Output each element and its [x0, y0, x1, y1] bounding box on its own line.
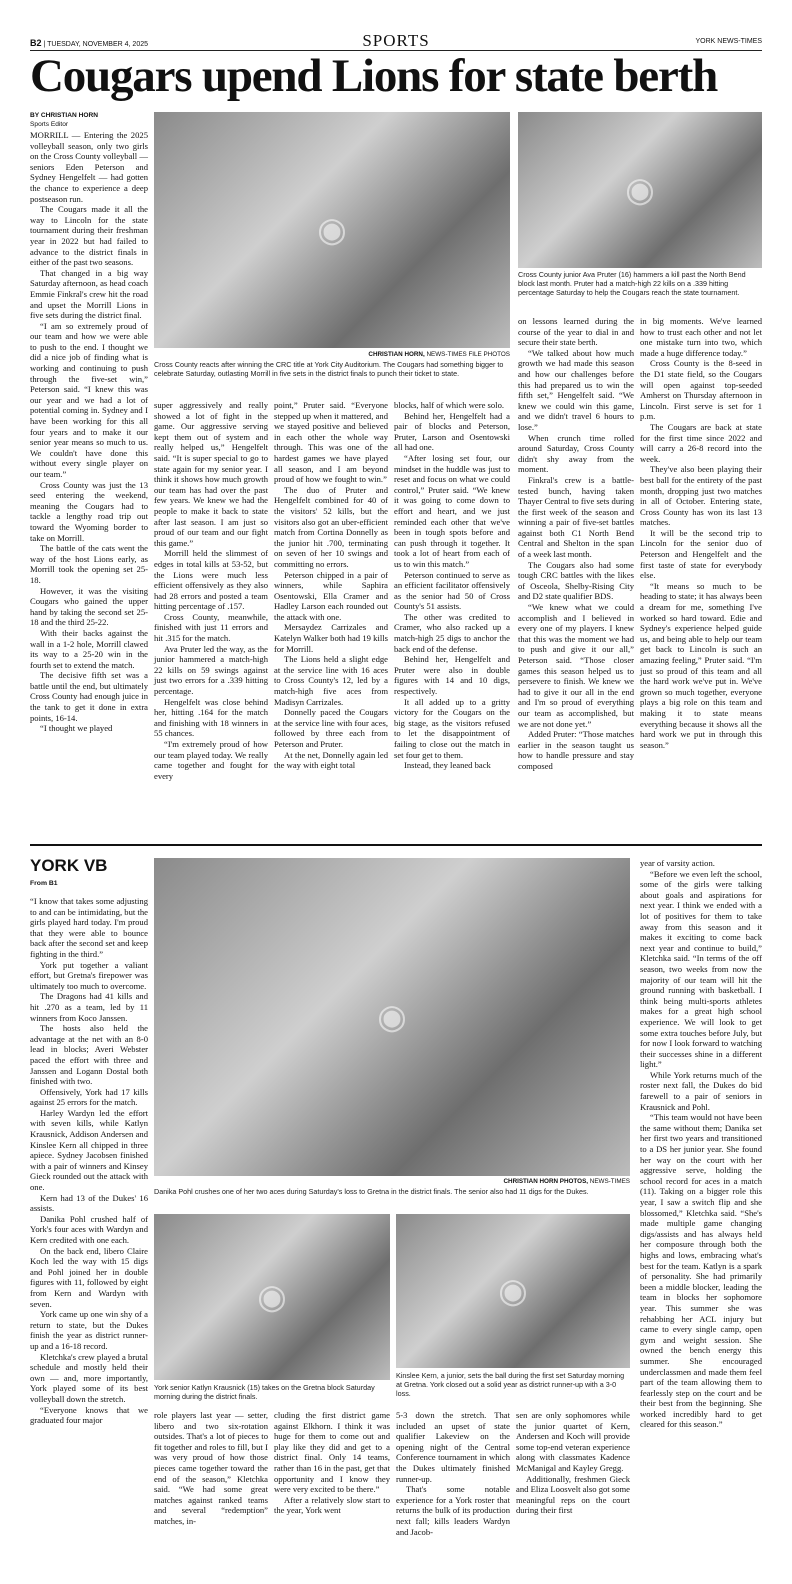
paragraph: The Cougars are back at state for the first time since 2022 and will carry a 26-8 record into the week. — [640, 421, 762, 464]
paragraph: It will be the second trip to Lincoln for the senior duo of Peterson and Hengelfelt and the first taste of state for everybody else. — [640, 527, 762, 581]
story1-column-6 — [640, 316, 762, 836]
paragraph: Danika Pohl crushed half of York's four aces with Wardyn and Kern credited with one each. — [30, 1213, 148, 1245]
story-divider — [30, 844, 762, 846]
paragraph: The Cougars made it all the way to Lincoln for the state tournament during their freshman year in 2022 but had failed to advance to the district finals in either of the past two seasons. — [30, 204, 148, 268]
story1-photo-celebration — [154, 112, 510, 348]
paragraph: “Before we even left the school, some of the girls were talking about goals and aspirations for next year. I think we ended with a lot of positives for them to take away from this season and it makes it exciting to come back next year and continue to build,” Kletchka said. “In terms of the off season, two weeks from now the majority of our team will hit the ground running with basketball. I think being multi-sports athletes makes for a great high school experience. We will look to get some extra touches before July, but for now I look forward to watching their successes shine in a different light.” — [640, 868, 762, 1070]
credit-name: CHRISTIAN HORN PHOTOS, — [503, 1178, 589, 1185]
paragraph: “After losing set four, our mindset in the huddle was just to reset and focus on what we could control,” Pruter said. “We knew it was going to come down to effort and heart, and we just reminded each other that we've been in tough spots before and can push through it together. It took a lot of heart from each of us to win this match.” — [394, 452, 510, 569]
paragraph: They've also been playing their best ball for the entirety of the past month, dropping just two matches in all of October. Entering state, Cross County has won its last 13 matches. — [640, 464, 762, 528]
paragraph: However, it was the visiting Cougars who gained the upper hand by taking the second set 25-18 and the third 25-22. — [30, 585, 148, 628]
byline-author: BY CHRISTIAN HORN — [30, 112, 99, 119]
paragraph: “Everyone knows that we graduated four major — [30, 1404, 148, 1426]
story1-column-1 — [30, 130, 148, 734]
story1-headline: Cougars upend Lions for state berth — [30, 50, 718, 102]
paragraph: Peterson continued to serve as an efficient facilitator offensively as the senior had 50 of Cross County's 51 assists. — [394, 569, 510, 612]
paragraph: Added Pruter: “Those matches earlier in the season taught us how to handle pressure and stay composed — [518, 729, 634, 771]
paragraph: blocks, half of which were solo. — [394, 400, 505, 410]
byline-title: Sports Editor — [30, 120, 69, 128]
page-number: B2 — [30, 38, 42, 48]
paragraph: on lessons learned during the course of the year to dial in and secure their state berth. — [518, 316, 634, 348]
paragraph: Harley Wardyn led the effort with seven kills, while Katlyn Krausnick, Addison Andersen and Kinslee Kern all chipped in three apiece. Sydney Jacobsen finished with a pair of winners and Kinsey Gieck rounded out the attack with one. — [30, 1107, 148, 1193]
paragraph: “I thought we played — [40, 723, 113, 734]
issue-date: TUESDAY, NOVEMBER 4, 2025 — [47, 41, 149, 48]
story1-photo-pruter — [518, 112, 762, 268]
credit-org: NEWS-TIMES FILE PHOTOS — [426, 351, 510, 358]
paragraph: Instead, they leaned back — [404, 760, 491, 771]
paragraph: On the back end, libero Claire Koch led the way with 15 digs and Pohl joined her in double figures with 11, followed by eight from Kern and Wardyn with seven. — [30, 1245, 148, 1309]
paragraph: Additionally, freshmen Gieck and Eliza Loosvelt also got some meaningful reps on the court during their first — [516, 1473, 630, 1516]
paragraph: “I know that takes some adjusting to and can be intimidating, but the girls played hard today. I'm proud that they were able to bounce back after the second set and keep fighting in the third.” — [30, 896, 148, 959]
photo2-caption: Cross County junior Ava Pruter (16) hammers a kill past the North Bend block last month. Pruter had a match-high 22 kills on a .339 hitting percentage Saturday to help the Cougars reach the state tournament. — [518, 270, 746, 297]
paragraph: MORRILL — Entering the 2025 volleyball season, only two girls on the Cross County volleyball — seniors Eden Peterson and Sydney Hengelfelt — had gotten the chance to experience a deep postseason run. — [30, 130, 148, 204]
story2-column-6 — [640, 858, 762, 1568]
paragraph: After a relatively slow start to the year, York went — [274, 1494, 390, 1516]
paragraph: Hengelfelt was close behind her, hitting .164 for the match and finishing with 18 winners in 55 chances. — [154, 696, 268, 739]
paragraph: Peterson chipped in a pair of winners, while Saphira Osentowski, Ella Cramer and Hadley Larson each rounded out the attack with one. — [274, 569, 388, 622]
paragraph: Ava Pruter led the way, as the junior hammered a match-high 22 kills on 59 swings against just two errors for a .339 hitting percentage. — [154, 643, 268, 697]
story2-photo-kern — [396, 1214, 630, 1368]
story2-column-1 — [30, 896, 148, 1568]
paragraph: 5-3 down the stretch. That included an upset of state qualifier Lakeview on the opening night of the Central Conference tournament in which the Dukes ultimately finished runner-up. — [396, 1410, 510, 1484]
paragraph: That changed in a big way Saturday afternoon, as head coach Emmie Finkral's crew hit the road and upset the Morrill Lions in five sets during the district final. — [30, 267, 148, 321]
paragraph: “We knew what we could accomplish and I believed in every one of my players. I knew that this was the moment we had to push and give it our all,” Peterson said. “Those closer games this season helped us to persevere to finish. We knew we had to give it our all in the end and I'm so proud of everything our team as accomplished, but we are not done yet.” — [518, 602, 634, 729]
story1-column-2 — [154, 400, 268, 781]
paragraph: The Cougars also had some tough CRC battles with the likes of Osceola, Shelby-Rising City and D2 state qualifier BDS. — [518, 559, 634, 602]
paragraph: With their backs against the wall in a 1-2 hole, Morrill clawed its way to a 25-20 win in the fourth set to extend the match. — [30, 627, 148, 670]
paragraph: point,” Pruter said. “Everyone stepped up when it mattered, and we stayed positive and believed in each other the whole way through. This was one of the hardest games we have played all season, and I am beyond proud of how we fought to win.” — [274, 400, 388, 485]
section-name: SPORTS — [362, 31, 430, 50]
paragraph: When crunch time rolled around Saturday, Cross County didn't shy away from the moment. — [518, 432, 634, 475]
story2-column-2 — [154, 1410, 268, 1568]
story1-column-4 — [394, 400, 510, 771]
story2-kicker: YORK VB — [30, 856, 108, 875]
paragraph: super aggressively and really showed a lot of fight in the game. Our aggressive serving kept them out of system and really helped us,” Hengelfelt said. “It is super special to go to state again for my senior year. I think it shows how much growth our team has had over the past few years. We knew we had the people to make it back to state after last season. I am just so proud of our team and our fight this game.” — [154, 400, 268, 548]
paragraph: “I'm extremely proud of how our team played today. We really came together and fought for every — [154, 739, 268, 781]
paragraph: Behind her, Hengelfelt had a pair of blocks and Peterson, Pruter, Larson and Osentowski all had one. — [394, 410, 510, 453]
camera-icon: ◉ — [257, 1277, 287, 1317]
paragraph: The other was credited to Cramer, who also racked up a match-high 25 digs to anchor the back end of the defense. — [394, 611, 510, 654]
paragraph: The Lions held a slight edge at the service line with 16 aces to Cross County's 12, led by a match-high five aces from Madisyn Carrizales. — [274, 654, 388, 707]
camera-icon: ◉ — [498, 1271, 528, 1311]
paragraph: York put together a valiant effort, but Gretna's firepower was ultimately too much to overcome. — [30, 959, 148, 991]
paragraph: “This team would not have been the same without them; Danika set her first two years and transitioned to a DS her junior year. She found her way on the court with her aggressive serve, holding the school record for aces in a match (11). Taking on a bigger role this year, I saw a switch flip and she blossomed,” Kletchka said. “She's made multiple game changing digs/assists and has always held her composure through both the highs and lows, embracing what's best for the team. Katlyn is a spark of personality. She had primarily been a middle blocker, leading the team in blocks her sophomore year. This summer she was rehabbing her ACL injury but came to every single camp, open gym and weight session. She owned the bench energy this summer. She encouraged underclassmen and made them feel part of the team allowing them to fearlessly step on the court and be their best from the beginning. She worked incredibly hard to get cleared for this season.” — [640, 1112, 762, 1430]
paragraph: The decisive fifth set was a battle until the end, but ultimately Cross County had enough juice in the tank to get it done in extra points, 16-14. — [30, 670, 148, 723]
photo1-caption: Cross County reacts after winning the CRC title at York City Auditorium. The Cougars had something bigger to celebrate Saturday, outlasting Morrill in five sets in the district finals to punch their ticket to state. — [154, 360, 504, 378]
credit-name: CHRISTIAN HORN, — [368, 351, 425, 358]
paragraph: The hosts also held the advantage at the net with an 8-0 lead in blocks; Averi Webster paced the effort with three and Janssen and Logann Dostal both finished with two. — [30, 1023, 148, 1087]
camera-icon: ◉ — [625, 170, 655, 210]
paragraph: At the net, Donnelly again led the way with eight total — [274, 749, 388, 771]
story2-jump-line: From B1 — [30, 880, 58, 887]
paragraph: “We talked about how much growth we had made this season and how our challenges before this had prepared us to win the fifth set,” Hengelfelt said. “We knew we could win this game, and we didn't travel 6 hours to lose.” — [518, 347, 634, 432]
paragraph: Cross County is the 8-seed in the D1 state field, so the Cougars will open against top-seeded Amherst on Thursday afternoon in Lincoln. First serve is set for 1 p.m. — [640, 358, 762, 422]
story2-column-4 — [396, 1410, 510, 1568]
paragraph: in big moments. We've learned how to trust each other and not let one mistake turn into two, which made a huge difference today.” — [640, 316, 762, 358]
page-header — [30, 31, 762, 50]
story2-photo-krausnick — [154, 1214, 390, 1380]
paragraph: Kern had 13 of the Dukes' 16 assists. — [30, 1192, 148, 1214]
story2-right-caption: Kinslee Kern, a junior, sets the ball during the first set Saturday morning at Gretna. York closed out a solid year as district runner-up with a 3-0 loss. — [396, 1371, 625, 1398]
story2-left-caption: York senior Katlyn Krausnick (15) takes on the Gretna block Saturday morning during the district finals. — [154, 1383, 375, 1401]
paragraph: Mersaydez Carrizales and Katelyn Walker both had 19 kills for Morrill. — [274, 622, 388, 654]
paragraph: Morrill held the slimmest of edges in total kills at 53-52, but the Lions were much less efficient offensively as they also had 28 errors and posted a team hitting percentage of .157. — [154, 548, 268, 612]
camera-icon: ◉ — [317, 210, 347, 250]
paragraph: It all added up to a gritty victory for the Cougars on the big stage, as the visitors refused to let the disappointment of failing to close out the match in set four get to them. — [394, 696, 510, 760]
paragraph: While York returns much of the roster next fall, the Dukes do bid farewell to a pair of seniors in Krausnick and Pohl. — [640, 1069, 762, 1112]
story2-photo-pohl — [154, 858, 630, 1176]
story2-column-5 — [516, 1410, 630, 1568]
credit-org: NEWS-TIMES — [589, 1178, 630, 1185]
paragraph: That's some notable experience for a York roster that returns the bulk of its production next fall; kills leaders Wardyn and Jacob- — [396, 1484, 510, 1537]
paragraph: Behind her, Hengelfelt and Pruter were also in double figures with 14 and 10 digs, respectively. — [394, 654, 510, 697]
paragraph: sen are only sophomores while the junior quartet of Kern, Andersen and Koch will provide some top-end veteran experience along with classmates Kadence McManigal and Kayley Gregg. — [516, 1410, 630, 1473]
paragraph: role players last year — setter, libero and two six-rotation outsides. That's a lot of pieces to fit together and roles to fill, but I was very proud of how those pieces came together toward the end of the season,” Kletchka said. “We had some great matches against ranked teams and several “redemption” matches, in- — [154, 1410, 268, 1526]
paragraph: year of varsity action. — [640, 858, 715, 868]
camera-icon: ◉ — [377, 997, 407, 1037]
story2-photo-credit — [154, 1178, 630, 1185]
story1-column-3 — [274, 400, 388, 771]
paragraph: Donnelly paced the Cougars at the service line with four aces, followed by three each from Peterson and Pruter. — [274, 707, 388, 749]
paragraph: Offensively, York had 17 kills against 25 errors for the match. — [30, 1086, 148, 1108]
story2-column-3 — [274, 1410, 390, 1568]
paragraph: The duo of Pruter and Hengelfelt combined for 40 of the visitors' 52 kills, but the visitors also got an uber-efficient match from Cortina Donnelly as the junior hit .700, terminating on seven of her 10 swings and committing no errors. — [274, 484, 388, 569]
story1-byline — [30, 112, 148, 129]
paragraph: Finkral's crew is a battle-tested bunch, having taken Thayer Central to five sets during the first week of the season and winning a pair of five-set battles against both C1 North Bend Central and Shelton in the span of a week last month. — [518, 474, 634, 560]
paragraph: Cross County was just the 13 seed entering the weekend, meaning the Cougars had to tackle a lengthy road trip out toward the Wyoming border to take on Morrill. — [30, 479, 148, 543]
paragraph: “It means so much to be heading to state; it has always been a dream for me, something I've worked so hard toward. Edie and Sydney's experience helped guide us, and being able to help our team get back to Lincoln is such an amazing feeling,” Pruter said. “I'm just so proud of this team and all the hard work we've put in. We've grown so much together, everyone plays a big role on this team and making it to state means everything because it shows all the hard work we put in through this season.” — [640, 580, 762, 750]
paragraph: Cross County, meanwhile, finished with just 11 errors and hit .315 for the match. — [154, 611, 268, 644]
photo1-credit — [154, 351, 510, 358]
paragraph: The Dragons had 41 kills and hit .270 as a team, led by 11 winners from Koco Janssen. — [30, 991, 148, 1023]
paragraph: Kletchka's crew played a brutal schedule and mostly held their own — and, more importantly, York played some of its best volleyball down the stretch. — [30, 1351, 148, 1404]
story1-column-5 — [518, 316, 634, 771]
story2-main-caption: Danika Pohl crushes one of her two aces during Saturday's loss to Gretna in the district finals. The senior also had 11 digs for the Dukes. — [154, 1187, 589, 1196]
paragraph: cluding the first district game against Elkhorn. I think it was huge for them to come out and play like they did and get to a district final. Only 14 teams, rather than 16 in the past, get that opportunity and I know they were very excited to be there.” — [274, 1410, 390, 1495]
paragraph: York came up one win shy of a return to state, but the Dukes finish the year as district runner-up and a 16-18 record. — [30, 1309, 148, 1351]
page-date-line: B2 | TUESDAY, NOVEMBER 4, 2025 — [30, 38, 149, 48]
paragraph: The battle of the cats went the way of the host Lions early, as Morrill took the opening set 25-18. — [30, 543, 148, 585]
paper-name: YORK NEWS-TIMES — [695, 38, 762, 45]
paragraph: “I am so extremely proud of our team and how we were able to push to the end. I thought we did a nice job of finding what is working and continuing to push through the five-set win,” Peterson said. “I knew this was our year and we had a lot of potential coming in. Sydney and I have been working for this all four years and to make it our senior year means so much to us. We couldn't have done this without every single player on our team.” — [30, 320, 148, 479]
